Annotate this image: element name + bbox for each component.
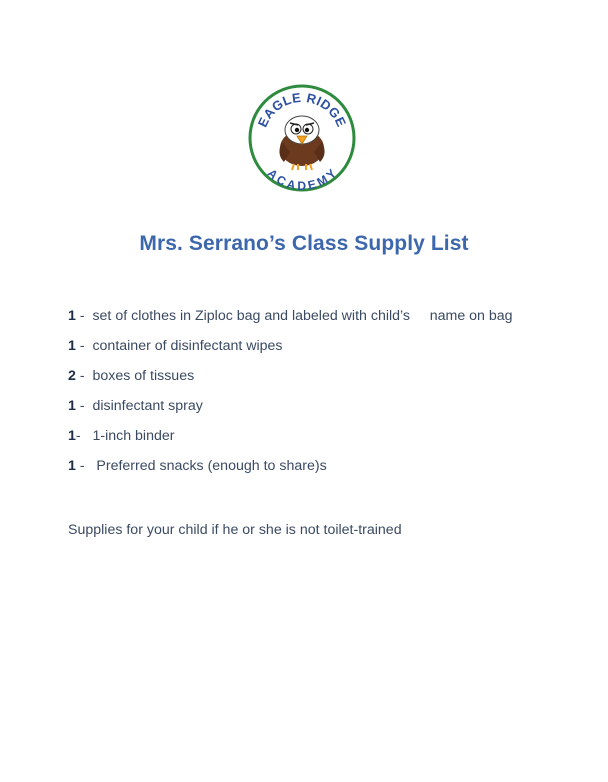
- list-item: [68, 394, 538, 418]
- item-quantity: 2: [68, 368, 76, 384]
- item-text: Preferred snacks (enough to share)s: [96, 458, 327, 474]
- item-text: 1-inch binder: [92, 428, 175, 444]
- list-item: [68, 424, 538, 448]
- item-text: disinfectant spray: [92, 398, 203, 414]
- item-text: set of clothes in Ziploc bag and labeled with child’s name on bag: [92, 308, 513, 324]
- list-item: [68, 304, 538, 328]
- item-separator: -: [75, 308, 93, 324]
- item-separator: -: [75, 458, 97, 474]
- supply-list: [68, 304, 538, 484]
- toilet-training-note: Supplies for your child if he or she is not toilet-trained: [68, 522, 402, 538]
- item-quantity: 1: [68, 458, 76, 474]
- logo-text-top: EAGLE RIDGE: [254, 89, 350, 130]
- item-separator: -: [75, 398, 93, 414]
- item-text: boxes of tissues: [92, 368, 195, 384]
- logo-text-bottom: ACADEMY: [264, 166, 340, 194]
- eagle-ridge-academy-logo: [246, 82, 358, 194]
- item-quantity: 1: [68, 428, 76, 444]
- item-text: container of disinfectant wipes: [92, 338, 283, 354]
- list-item: [68, 364, 538, 388]
- page-title: Mrs. Serrano’s Class Supply List: [139, 232, 469, 255]
- item-quantity: 1: [68, 338, 76, 354]
- list-item: [68, 454, 538, 478]
- item-quantity: 1: [68, 398, 76, 414]
- list-item: [68, 334, 538, 358]
- item-separator: -: [75, 428, 93, 444]
- item-separator: -: [75, 338, 93, 354]
- item-separator: -: [75, 368, 93, 384]
- item-quantity: 1: [68, 308, 76, 324]
